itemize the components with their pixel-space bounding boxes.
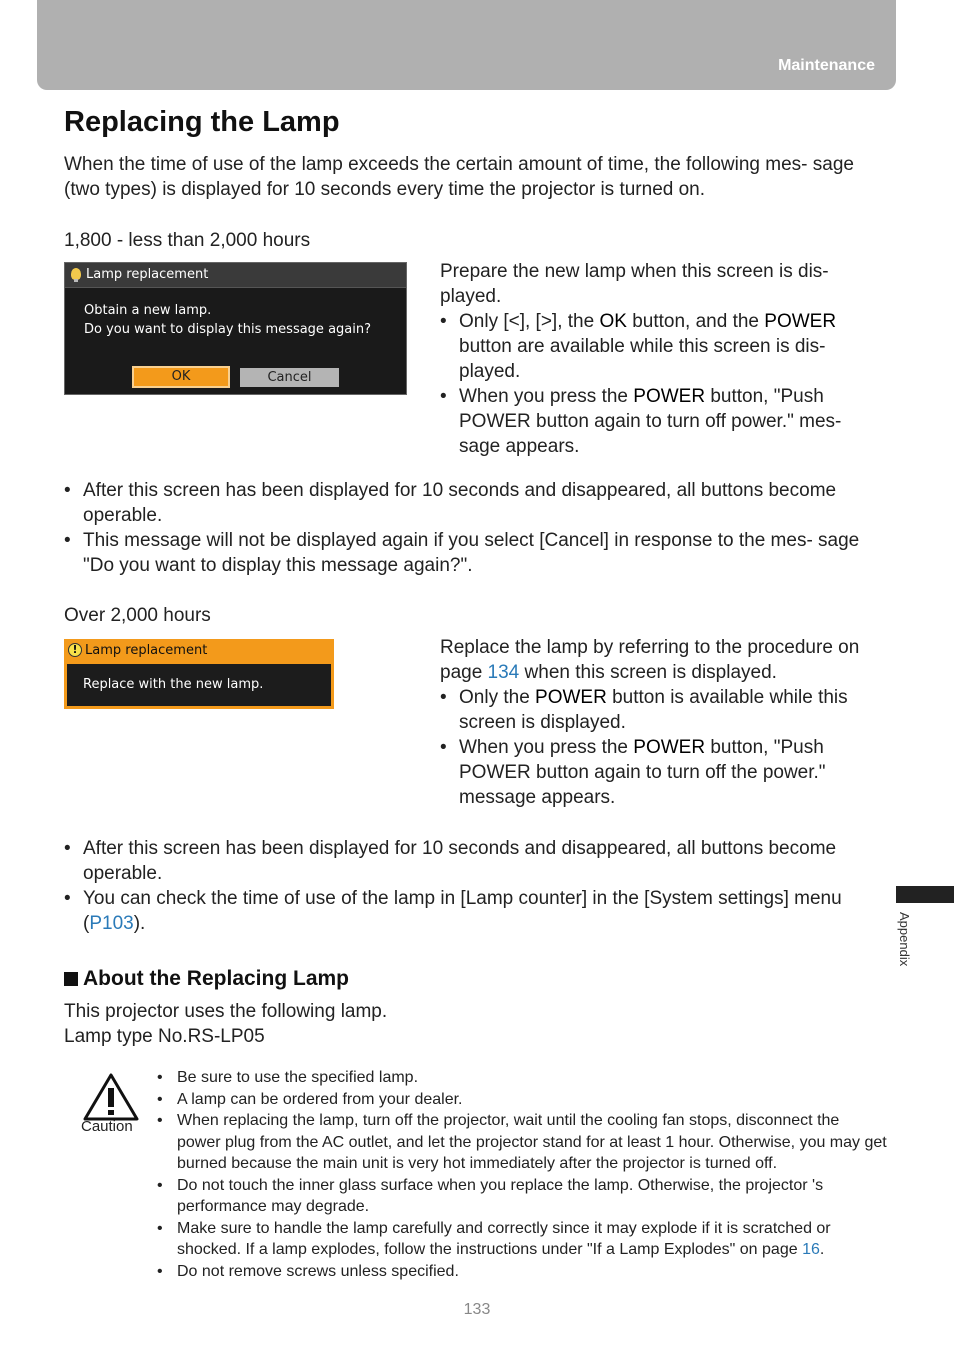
list-item: • Make sure to handle the lamp carefully and correctly since it may explode if it is scratched or shocked. If a lamp explodes, follow the instructions under "If a Lamp Explodes" on page 16. — [157, 1218, 887, 1261]
list-item: • This message will not be displayed again if you select [Cancel] in response to the mes- sage "Do you want to display this message again?". — [64, 528, 878, 578]
list-item: • Be sure to use the specified lamp. — [157, 1067, 887, 1089]
page-number: 133 — [463, 1301, 491, 1318]
dialog-message-line2: Do you want to display this message again? — [84, 322, 372, 337]
list-item: • Only [<], [>], the OK button, and the POWER button are available while this screen is dis- played. — [440, 309, 876, 384]
caution-label: Caution — [81, 1118, 133, 1135]
case1-description: Prepare the new lamp when this screen is dis- played. — [440, 261, 829, 307]
list-item: • When you press the POWER button, "Push POWER button again to turn off the power." message appears. — [440, 735, 876, 810]
list-item: • After this screen has been displayed for 10 seconds and disappeared, all buttons become operable. — [64, 478, 878, 528]
cancel-button[interactable]: Cancel — [240, 368, 339, 387]
list-item: • Only the POWER button is available while this screen is displayed. — [440, 685, 876, 735]
square-bullet-icon — [64, 972, 78, 986]
dialog-body — [67, 664, 331, 706]
dialog-message — [84, 301, 371, 339]
page-title: Replacing the Lamp — [64, 106, 340, 138]
list-item: • Do not touch the inner glass surface when you replace the lamp. Otherwise, the projector 's performance may degrade. — [157, 1175, 887, 1218]
case2-notes — [64, 836, 864, 936]
intro-paragraph: When the time of use of the lamp exceeds the certain amount of time, the following mes- sage (two types) is displayed for 10 seconds every time the projector is turned on. — [64, 154, 854, 200]
list-item: • You can check the time of use of the lamp in [Lamp counter] in the [System settings] menu (P103). — [64, 886, 864, 936]
case2-description: Replace the lamp by referring to the procedure on page 134 when this screen is displayed. — [440, 637, 860, 683]
lamp-replacement-dialog-1 — [64, 262, 407, 395]
dialog-title: Lamp replacement — [86, 267, 209, 282]
case1-bullets — [440, 309, 876, 459]
bulb-icon — [71, 268, 81, 280]
side-tab — [896, 886, 954, 903]
dialog-message-line1: Obtain a new lamp. — [84, 303, 212, 318]
caution-icon — [82, 1072, 140, 1122]
section-label: Maintenance — [778, 57, 875, 74]
dialog-header — [65, 263, 406, 288]
caution-list — [157, 1067, 887, 1282]
section-heading: About the Replacing Lamp — [64, 967, 349, 991]
about-line1: This projector uses the following lamp. — [64, 1001, 388, 1022]
header-bar — [37, 0, 896, 90]
list-item: • When replacing the lamp, turn off the projector, wait until the cooling fan stops, disconnect the power plug from the AC outlet, and let the projector stand for at least 1 hour. Otherwise, you may get burned because the main unit is very hot immediately after the projector is turned off. — [157, 1110, 887, 1175]
lamp-replacement-dialog-2 — [64, 639, 334, 709]
list-item: • Do not remove screws unless specified. — [157, 1261, 887, 1283]
side-label: Appendix — [897, 912, 912, 967]
list-item: • When you press the POWER button, "Push POWER button again to turn off power." mes- sage appears. — [440, 384, 876, 459]
list-item: • After this screen has been displayed for 10 seconds and disappeared, all buttons become operable. — [64, 836, 864, 886]
page-link-p103[interactable]: P103 — [89, 913, 134, 934]
case2-heading: Over 2,000 hours — [64, 605, 211, 626]
warning-icon: ! — [68, 643, 82, 657]
about-line2: Lamp type No.RS-LP05 — [64, 1026, 265, 1047]
page-link-16[interactable]: 16 — [802, 1241, 820, 1258]
case1-heading: 1,800 - less than 2,000 hours — [64, 230, 311, 251]
ok-button[interactable]: OK — [132, 366, 230, 388]
case2-bullets — [440, 685, 876, 810]
dialog-message: Replace with the new lamp. — [83, 677, 264, 692]
list-item: • A lamp can be ordered from your dealer. — [157, 1089, 887, 1111]
dialog-title: Lamp replacement — [85, 643, 208, 658]
case1-notes — [64, 478, 878, 578]
page-link-134[interactable]: 134 — [487, 662, 520, 683]
